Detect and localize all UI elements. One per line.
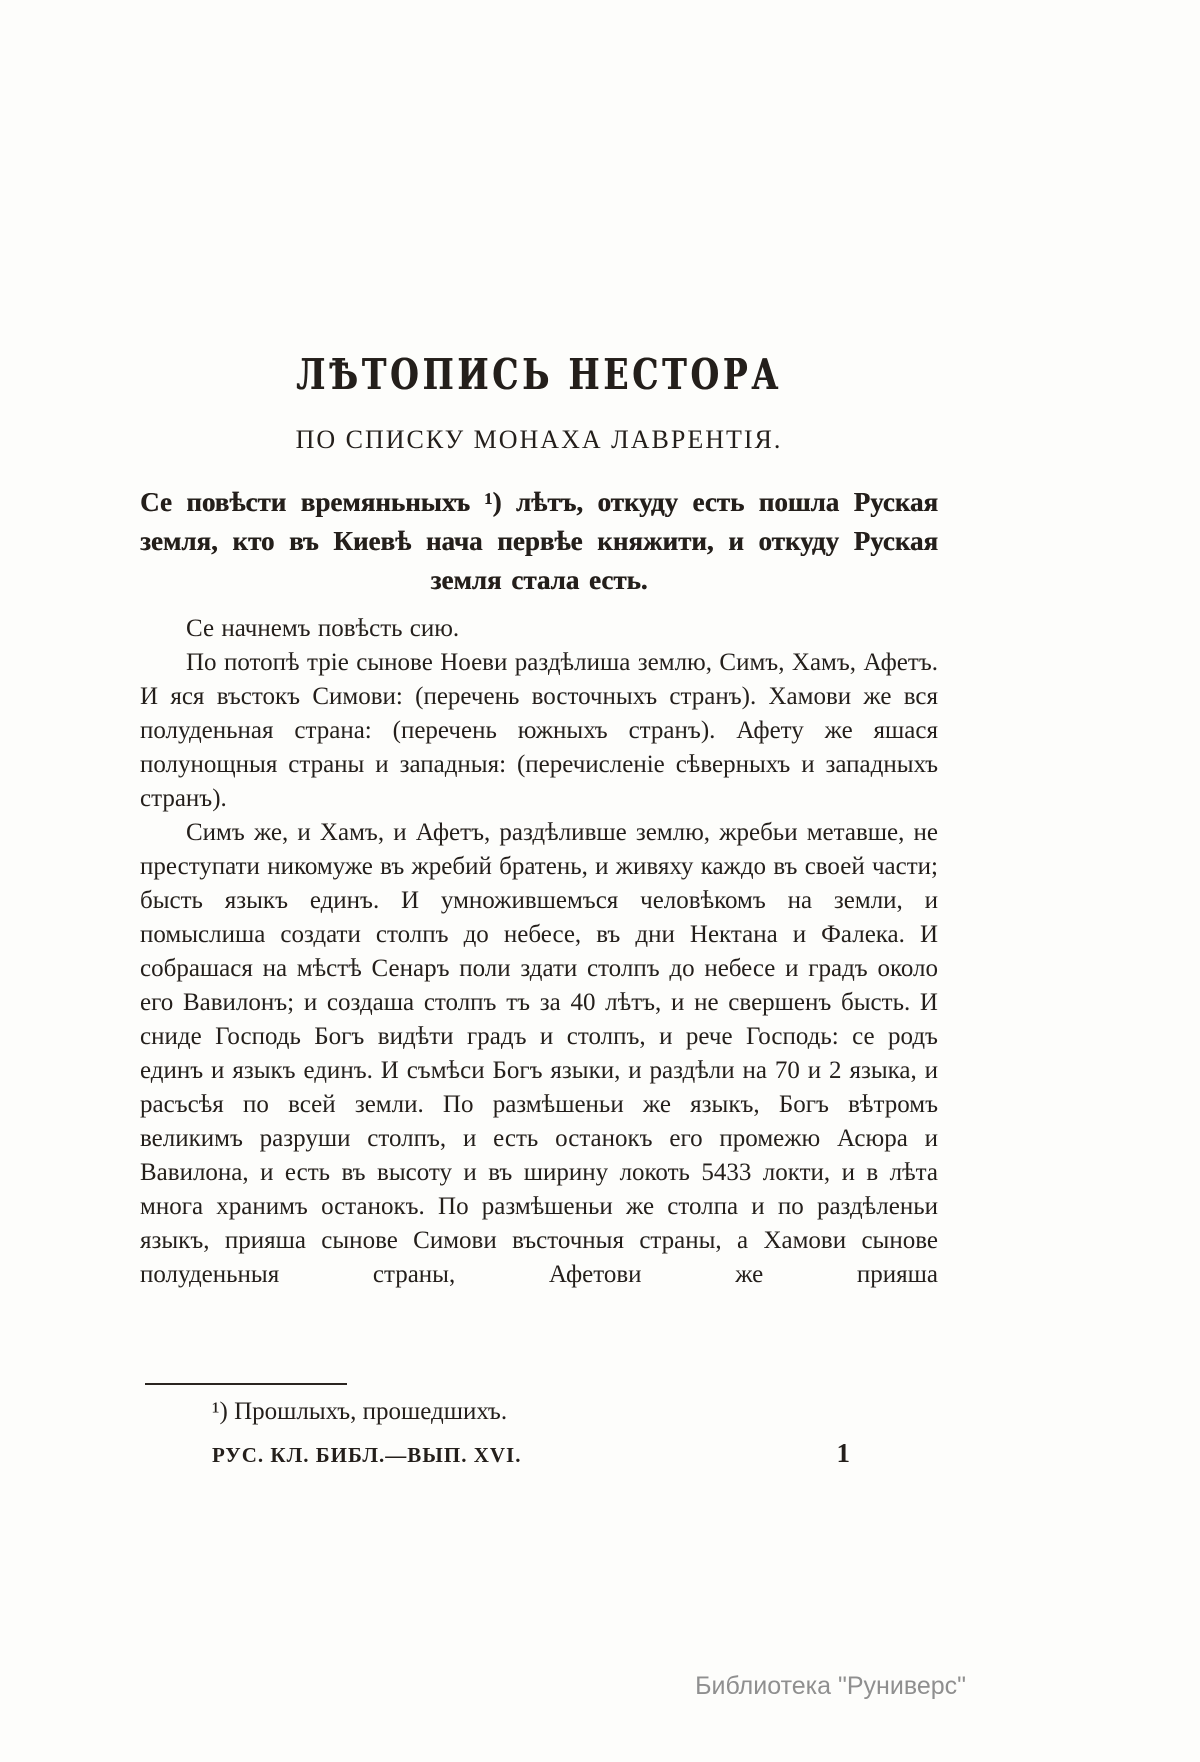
- body-paragraph: По потопѣ тріе сынове Ноеви раздѣлиша землю, Симъ, Хамъ, Афетъ. И яся въстокъ Симови: (перечень восточныхъ странъ). Хамови же вся полуденьная страна: (перечень южныхъ странъ). Афету же яшася полунощныя страны и западныя: (перечисленіе сѣверныхъ и западныхъ странъ).: [140, 649, 938, 812]
- footnote-divider: [145, 1383, 347, 1385]
- page-number: 1: [836, 1438, 850, 1468]
- text-column: [140, 350, 938, 1380]
- series-imprint: РУС. КЛ. БИБЛ.—ВЫП. XVI.: [212, 1443, 522, 1467]
- footnote-text: ¹) Прошлыхъ, прошедшихъ.: [212, 1398, 508, 1425]
- body-text: [140, 612, 938, 1292]
- lead-paragraph: Се повѣсти времяньныхъ ¹) лѣтъ, откуду есть пошла Руская земля, кто въ Киевѣ нача первѣе княжити, и откуду Руская земля стала есть.: [140, 487, 938, 595]
- body-paragraph: Симъ же, и Хамъ, и Афетъ, раздѣливше землю, жребьи метавше, не преступати никомуже въ жребий братень, и живяху каждо въ своей части; бысть языкъ единъ. И умножившемъся человѣкомъ на земли, и помыслиша создати столпъ до небесе, въ дни Нектана и Фалека. И собрашася на мѣстѣ Сенаръ поли здати столпъ до небесе и градъ около его Вавилонъ; и создаша столпъ тъ за 40 лѣтъ, и не свершенъ бысть. И сниде Господь Богъ видѣти градъ и столпъ, и рече Господь: се родъ единъ и языкъ единъ. И съмѣси Богъ языки, и раздѣли на 70 и 2 языка, и расъсѣя по всей земли. По размѣшеньи же языкъ, Богъ вѣтромъ великимъ разруши столпъ, и есть останокъ его промежю Асюра и Вавилона, и есть въ высоту и въ ширину локоть 5433 локти, и в лѣта многа хранимъ останокъ. По размѣшеньи же столпа и по раздѣленьи языкъ, прияша сынове Симови въсточныя страны, а Хамови сынове полуденьныя страны, Афетови же прияша: [140, 819, 938, 1288]
- page-title: ЛѢТОПИСЬ НЕСТОРА: [296, 350, 782, 399]
- page-footer: [140, 1438, 938, 1469]
- page-subtitle: ПО СПИСКУ МОНАХА ЛАВРЕНТІЯ.: [295, 425, 783, 454]
- library-watermark: Библиотека "Руниверс": [695, 1672, 966, 1700]
- body-paragraph: Се начнемъ повѣсть сию.: [186, 615, 460, 642]
